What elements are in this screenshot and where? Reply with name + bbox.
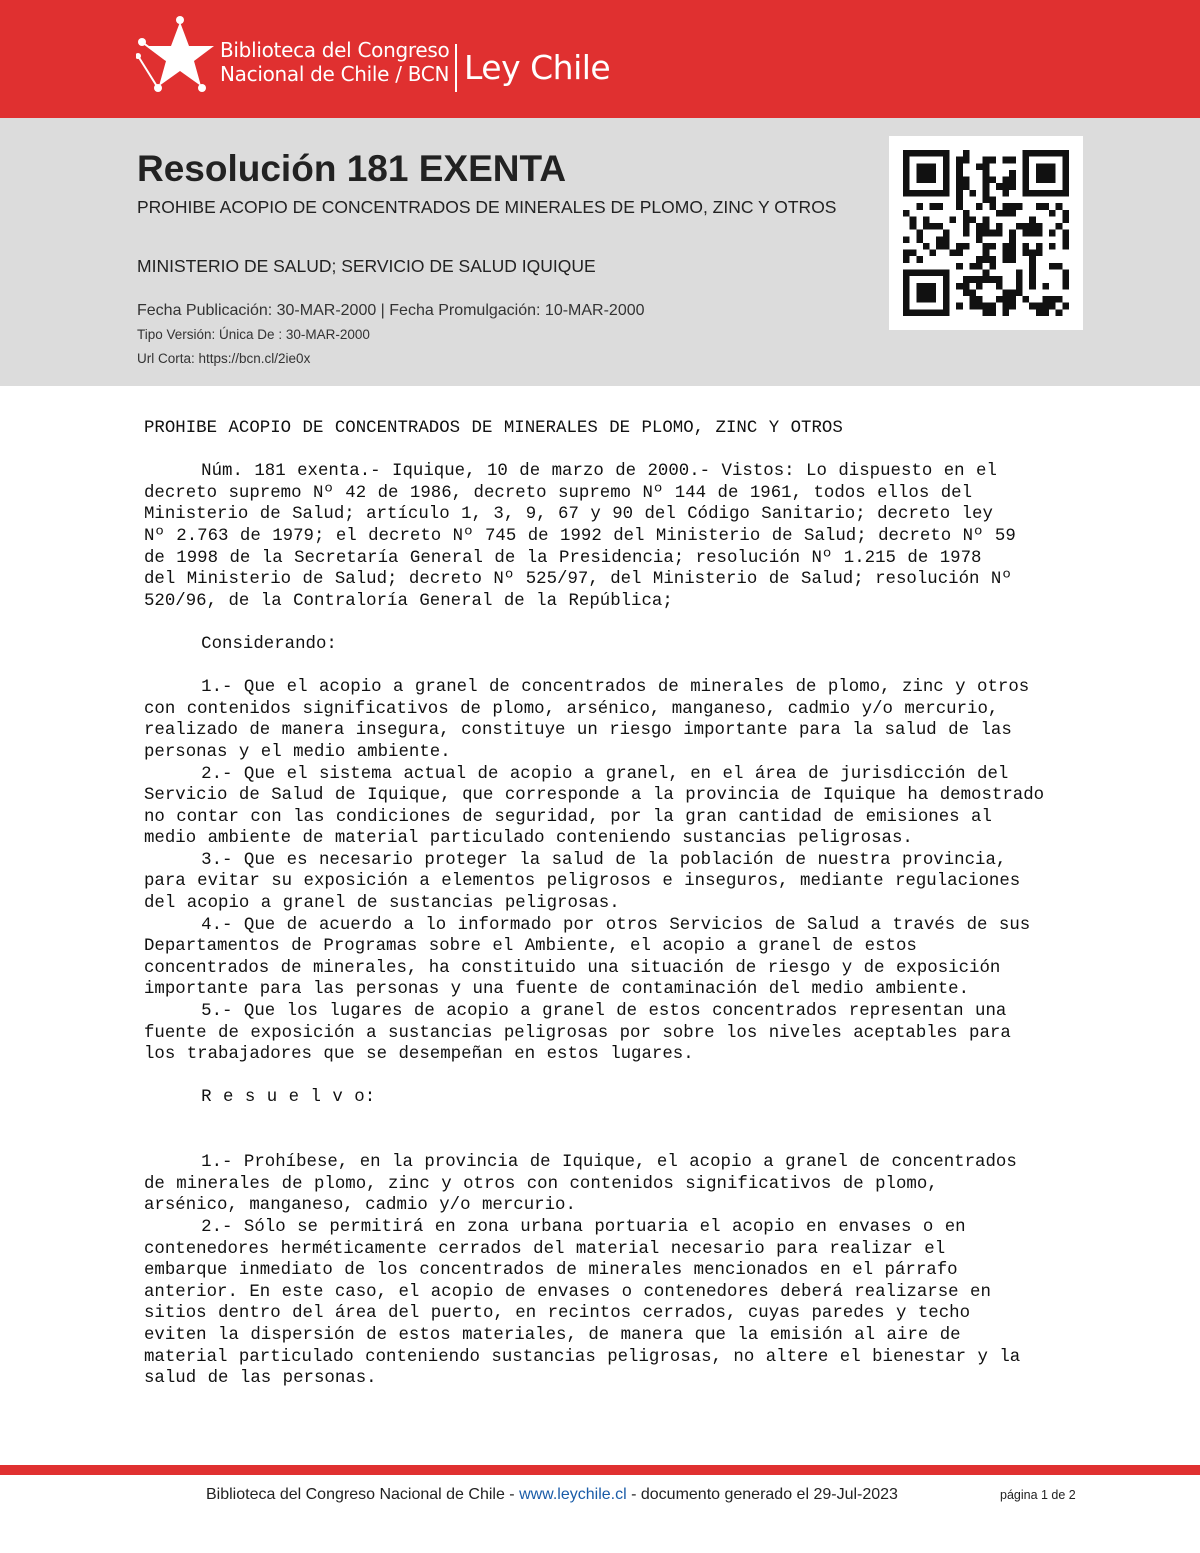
body-line: fuente de exposición a sustancias peligrosas por sobre los niveles aceptables para — [144, 1023, 1011, 1043]
body-line: arsénico, manganeso, cadmio y/o mercurio. — [144, 1196, 576, 1216]
publication-dates: Fecha Publicación: 30-MAR-2000 | Fecha Promulgación: 10-MAR-2000 — [137, 302, 645, 319]
body-line: Ministerio de Salud; artículo 1, 3, 9, 67 y 90 del Código Sanitario; decreto ley — [144, 505, 993, 525]
body-line: 5.- Que los lugares de acopio a granel de estos concentrados representan una — [144, 1002, 1007, 1022]
body-line: Servicio de Salud de Iquique, que corresponde a la provincia de Iquique ha demostrado — [144, 786, 1045, 806]
blank-line — [144, 656, 1154, 678]
short-url[interactable]: Url Corta: https://bcn.cl/2ie0x — [137, 351, 311, 366]
blank-line — [144, 440, 1154, 462]
body-line: sitios dentro del área del puerto, en recintos cerrados, cuyas paredes y techo — [144, 1304, 971, 1324]
body-line: del Ministerio de Salud; decreto Nº 525/97, del Ministerio de Salud; resolución Nº — [144, 570, 1012, 590]
body-line: realizado de manera insegura, constituye un riesgo importante para la salud de las — [144, 721, 1012, 741]
body-line: material particulado conteniendo sustancias peligrosas, no altere el bienestar y la — [144, 1347, 1021, 1367]
body-line: no contar con las condiciones de seguridad, por la gran cantidad de emisiones al — [144, 807, 992, 827]
bcn-leychile-logo[interactable] — [136, 16, 611, 102]
body-line: del acopio a granel de sustancias peligrosas. — [144, 894, 620, 914]
footer-text — [206, 1484, 898, 1506]
issuing-organism: MINISTERIO DE SALUD; SERVICIO DE SALUD IQUIQUE — [137, 256, 596, 276]
version-type: Tipo Versión: Única De : 30-MAR-2000 — [137, 327, 370, 342]
body-line: Núm. 181 exenta.- Iquique, 10 de marzo de 2000.- Vistos: Lo dispuesto en el — [144, 462, 997, 482]
body-line: 3.- Que es necesario proteger la salud de la población de nuestra provincia, — [144, 850, 1007, 870]
bcn-wordmark — [220, 38, 449, 86]
body-line: 520/96, de la Contraloría General de la República; — [144, 591, 673, 611]
leychile-wordmark: Ley Chile — [464, 48, 611, 87]
body-line: personas y el medio ambiente. — [144, 742, 451, 762]
body-line: de 1998 de la Secretaría General de la Presidencia; resolución Nº 1.215 de 1978 — [144, 548, 982, 568]
body-line: contenedores herméticamente cerrados del material necesario para realizar el — [144, 1239, 946, 1259]
leychile-link[interactable]: www.leychile.cl — [519, 1486, 627, 1503]
footer-prefix: Biblioteca del Congreso Nacional de Chile - — [206, 1486, 520, 1503]
body-line: 2.- Sólo se permitirá en zona urbana portuaria el acopio en envases o en — [144, 1217, 966, 1237]
body-line: de minerales de plomo, zinc y otros con contenidos significativos de plomo, — [144, 1174, 938, 1194]
body-line: 4.- Que de acuerdo a lo informado por otros Servicios de Salud a través de sus — [144, 915, 1031, 935]
bcn-star-logo-icon — [136, 16, 218, 98]
body-line: 1.- Prohíbese, en la provincia de Iquique, el acopio a granel de concentrados — [144, 1153, 1017, 1173]
footer-divider — [0, 1465, 1200, 1475]
body-line: medio ambiente de material particulado conteniendo sustancias peligrosas. — [144, 829, 913, 849]
body-line: PROHIBE ACOPIO DE CONCENTRADOS DE MINERALES DE PLOMO, ZINC Y OTROS — [144, 419, 843, 438]
body-line: concentrados de minerales, ha constituido una situación de riesgo y de exposición — [144, 958, 1001, 978]
logo-divider — [455, 44, 457, 92]
page-number: página 1 de 2 — [1000, 1488, 1076, 1502]
bcn-line-2: Nacional de Chile / BCN — [220, 62, 450, 86]
top-banner — [0, 0, 1200, 118]
blank-line — [144, 1131, 1154, 1153]
body-line: eviten la dispersión de estos materiales, de manera que la emisión al aire de — [144, 1325, 961, 1345]
body-line: salud de las personas. — [144, 1369, 377, 1389]
document-subtitle: PROHIBE ACOPIO DE CONCENTRADOS DE MINERALES DE PLOMO, ZINC Y OTROS — [137, 197, 837, 217]
body-line: importante para las personas y una fuente de contaminación del medio ambiente. — [144, 980, 970, 1000]
body-line: Departamentos de Programas sobre el Ambiente, el acopio a granel de estos — [144, 937, 917, 957]
body-line: R e s u e l v o: — [144, 1088, 376, 1108]
qr-code — [889, 136, 1083, 330]
body-line: decreto supremo Nº 42 de 1986, decreto supremo Nº 144 de 1961, todos ellos del — [144, 483, 973, 503]
body-line: 1.- Que el acopio a granel de concentrados de minerales de plomo, zinc y otros — [144, 678, 1030, 698]
body-line: embarque inmediato de los concentrados de minerales mencionados en el párrafo — [144, 1261, 958, 1281]
body-line: anterior. En este caso, el acopio de envases o contenedores deberá realizarse en — [144, 1282, 991, 1302]
body-line: Considerando: — [144, 634, 337, 654]
body-line: para evitar su exposición a elementos peligrosos e inseguros, mediante regulaciones — [144, 872, 1021, 892]
bcn-line-1: Biblioteca del Congreso — [220, 38, 450, 62]
qr-code-icon — [903, 150, 1069, 316]
document-body — [144, 418, 1154, 1390]
blank-line — [144, 1109, 1154, 1131]
blank-line — [144, 612, 1154, 634]
body-line: 2.- Que el sistema actual de acopio a granel, en el área de jurisdicción del — [144, 764, 1009, 784]
body-line: Nº 2.763 de 1979; el decreto Nº 745 de 1992 del Ministerio de Salud; decreto Nº 59 — [144, 526, 1016, 546]
body-line: con contenidos significativos de plomo, arsénico, manganeso, cadmio y/o mercurio, — [144, 699, 999, 719]
footer-suffix: - documento generado el 29-Jul-2023 — [626, 1486, 898, 1503]
body-line: los trabajadores que se desempeñan en estos lugares. — [144, 1045, 694, 1065]
document-title: Resolución 181 EXENTA — [137, 148, 567, 189]
blank-line — [144, 1066, 1154, 1088]
